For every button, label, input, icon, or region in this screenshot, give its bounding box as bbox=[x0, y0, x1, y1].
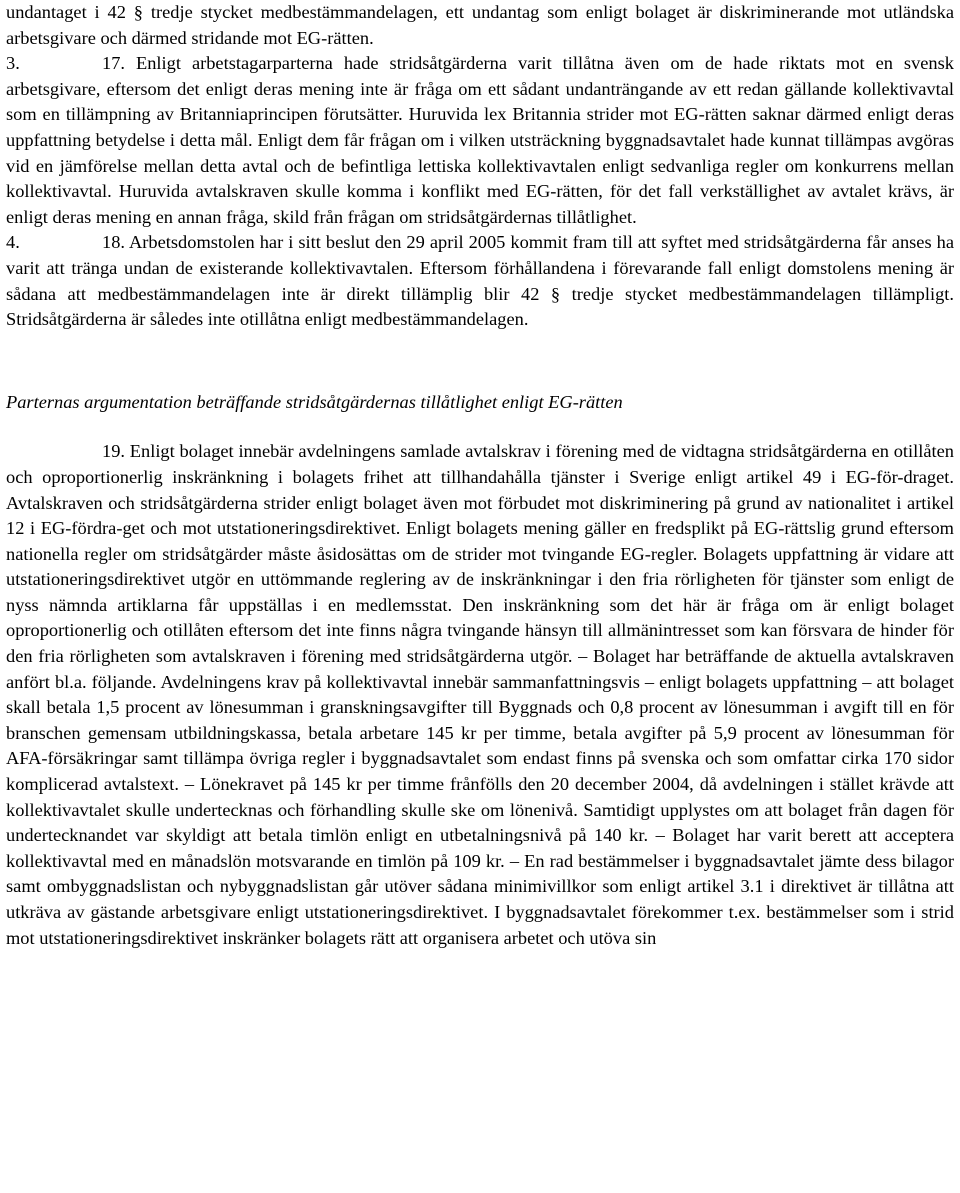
section-heading: Parternas argumentation beträffande stridsåtgärdernas tillåtlighet enligt EG-rätten bbox=[6, 391, 623, 412]
paragraph-17 bbox=[6, 51, 954, 230]
paragraph-17-text: Enligt arbetstagarparterna hade stridsåtgärderna varit tillåtna även om de hade riktats mot en svensk arbetsgivare, eftersom det enligt deras mening inte är fråga om ett sådant undanträngande av ett redan gällande kollektivavtal som en tillämpning av Britanniaprincipen förutsätter. Huruvida lex Britannia strider mot EG-rätten saknar därmed enligt deras uppfattning betydelse i detta mål. Enligt dem får frågan om i vilken utsträckning byggnadsavtalet hade kunnat tillämpas avgöras vid en jämförelse mellan detta avtal och de befintliga lettiska kollektivavtalen enligt sedvanliga regler om konkurrens mellan kollektivavtal. Huruvida avtalskraven skulle komma i konflikt med EG-rätten, för det fall verkställighet av avtalet krävs, är enligt deras mening en annan fråga, skild från frågan om stridsåtgärdernas tillåtlighet. bbox=[6, 53, 954, 227]
paragraph-18-text: Arbetsdomstolen har i sitt beslut den 29 april 2005 kommit fram till att syftet med stridsåtgärderna får anses ha varit att tränga undan de existerande kollektivavtalen. Eftersom förhållandena i förevarande fall enligt domstolens mening är sådana att medbestämmandelagen inte är direkt tillämplig blir 42 § tredje stycket medbestämmandelagen tillämpligt. Stridsåtgärderna är således inte otillåtna enligt medbestämmandelagen. bbox=[6, 232, 955, 330]
paragraph-number-17: 17. bbox=[102, 53, 125, 74]
paragraph-number-18: 18. bbox=[102, 232, 125, 253]
paragraph-19: 19. Enligt bolaget innebär avdelningens samlade avtalskrav i förening med de vidtagna stridsåtgärderna en otillåten och oproportionerlig inskränkning i bolagets frihet att tillhandahålla tjänster i Sverige enligt artikel 49 i EG-för-draget. Avtalskraven och stridsåtgärderna strider enligt bolaget även mot förbudet mot diskriminering på grund av nationalitet i artikel 12 i EG-fördra-get och mot utstationeringsdirektivet. Enligt bolagets mening gäller en fredsplikt på EG-rättslig grund eftersom nationella regler om stridsåtgärder måste åsidosättas om de strider mot tvingande EG-regler. Bolagets uppfattning är vidare att utstationeringsdirektivet utgör en uttömmande reglering av de inskränkningar i den fria rörligheten för tjänster som enligt de nyss nämnda artiklarna får uppställas i en medlemsstat. Den inskränkning som det här är fråga om är enligt bolaget oproportionerlig och otillåten eftersom det inte finns några tvingande hänsyn till allmänintresset som kan försvara de hinder för den fria rörligheten som avtalskraven i förening med stridsåtgärderna utgör. – Bolaget har beträffande de aktuella avtalskraven anfört bl.a. följande. Avdelningens krav på kollektivavtal innebär sammanfattningsvis – enligt bolagets uppfattning – att bolaget skall betala 1,5 procent av lönesumman i granskningsavgifter till Byggnads och 0,8 procent av lönesumman i avgift till en för branschen gemensam utbildningskassa, betala arbetare 145 kr per timme, betala avgifter på 5,9 procent av lönesumman för AFA-försäkringar samt tillämpa övriga regler i byggnadsavtalet som endast finns på svenska och som omfattar cirka 170 sidor komplicerad avtalstext. – Lönekravet på 145 kr per timme frånfölls den 20 december 2004, då avdelningen i stället krävde att kollektivavtalet skulle undertecknas och förhandling skulle ske om lönenivå. Samtidigt upplystes om att bolaget från dagen för undertecknandet var skyldigt att betala timlön enligt en utbetalningsnivå på 140 kr. – Bolaget har varit berett att acceptera kollektivavtal med en månadslön motsvarande en timlön på 109 kr. – En rad bestämmelser i byggnadsavtalet jämte dess bilagor samt ombyggnadslistan och nybyggnadslistan går utöver sådana minimivillkor som enligt artikel 3.1 i direktivet är tillåtna att utkräva av gästande arbetsgivare enligt utstationeringsdirektivet. I byggnadsavtalet förekommer t.ex. bestämmelser som i strid mot utstationeringsdirektivet inskränker bolagets rätt att organisera arbetet och utöva sin bbox=[6, 441, 954, 948]
paragraph-18 bbox=[6, 230, 954, 332]
list-number-3: 3. bbox=[6, 53, 20, 74]
paragraph-16-tail: undantaget i 42 § tredje stycket medbestämmandelagen, ett undantag som enligt bolaget är diskriminerande mot utländska arbetsgivare och därmed stridande mot EG-rätten. bbox=[6, 2, 954, 48]
list-number-4: 4. bbox=[6, 232, 20, 253]
